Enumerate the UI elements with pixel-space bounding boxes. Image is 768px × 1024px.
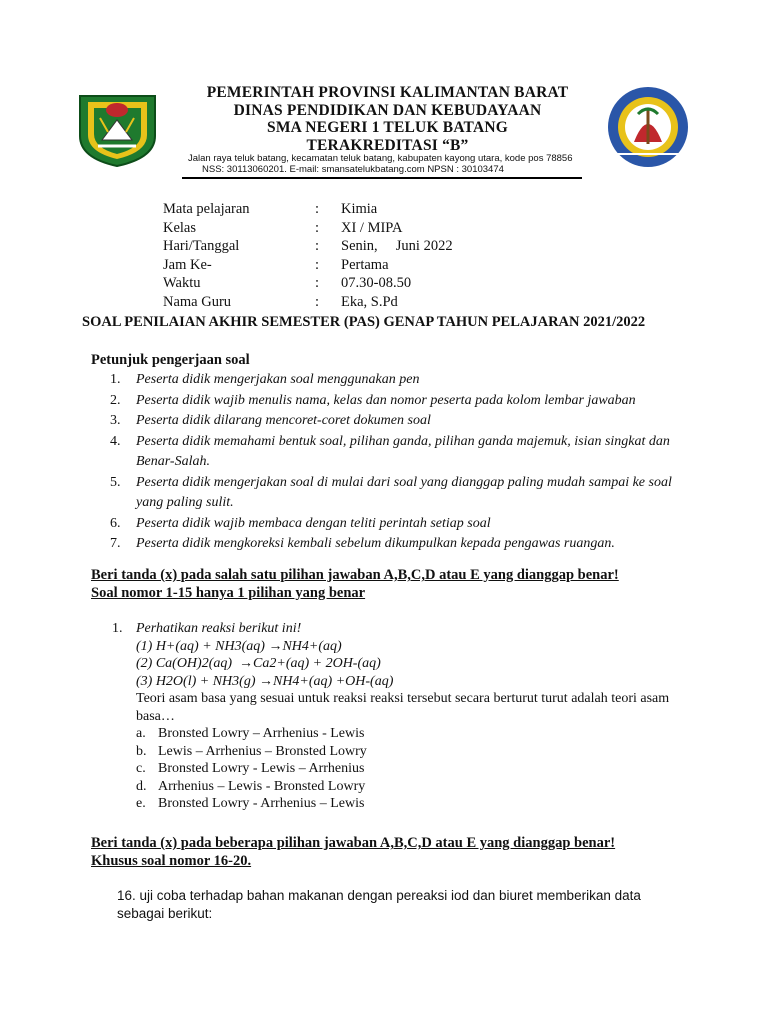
option-text: Bronsted Lowry - Arrhenius – Lewis	[158, 796, 365, 811]
list-text: Peserta didik mengerjakan soal di mulai dari soal yang dianggap paling mudah sampai ke soal yang paling sulit.	[136, 474, 672, 510]
list-number: 5.	[110, 474, 121, 490]
info-value: Pertama	[341, 256, 389, 273]
school-emblem-icon	[594, 84, 702, 170]
list-item	[110, 514, 685, 535]
option-text: Lewis – Arrhenius – Bronsted Lowry	[158, 743, 367, 759]
arrow-icon: →	[239, 656, 254, 671]
answer-option[interactable]	[136, 795, 682, 813]
info-separator: :	[315, 201, 320, 217]
list-text: Peserta didik memahami bentuk soal, pilihan ganda, pilihan ganda majemuk, isian singkat dan Benar-Salah.	[136, 433, 670, 469]
info-key: Jam Ke-	[163, 256, 212, 273]
header-divider	[182, 177, 582, 179]
list-text: Peserta didik wajib membaca dengan teliti perintah setiap soal	[136, 515, 491, 531]
header-line-3: SMA NEGERI 1 TELUK BATANG	[267, 119, 508, 136]
reaction-right: NH4+(aq) +OH-(aq)	[272, 673, 394, 689]
list-text: Peserta didik dilarang mencoret-coret dokumen soal	[136, 413, 431, 428]
answer-option[interactable]	[136, 743, 682, 761]
info-value: XI / MIPA	[341, 219, 403, 236]
info-key: Kelas	[163, 219, 197, 236]
info-value: Eka, S.Pd	[341, 293, 398, 310]
arrow-icon: →	[258, 673, 273, 689]
list-number: 3.	[110, 413, 121, 428]
list-text: Peserta didik mengerjakan soal menggunakan pen	[136, 372, 420, 387]
info-key: Waktu	[163, 275, 201, 291]
info-separator: :	[315, 238, 320, 254]
question-1	[112, 620, 682, 813]
header-address: Jalan raya teluk batang, kecamatan teluk batang, kabupaten kayong utara, kode pos 78856	[188, 153, 573, 164]
option-letter: a.	[136, 726, 146, 741]
info-separator: :	[315, 256, 320, 273]
list-number: 4.	[110, 433, 121, 449]
option-letter: b.	[136, 743, 147, 759]
reaction-right: NH4+(aq)	[282, 638, 342, 654]
section1-instruction-line1: Beri tanda (x) pada salah satu pilihan jawaban A,B,C,D atau E yang dianggap benar!	[91, 567, 619, 583]
info-value: 07.30-08.50	[341, 275, 412, 291]
instructions-list	[110, 370, 685, 555]
info-row-subject	[163, 200, 583, 219]
info-row-period	[163, 256, 583, 275]
option-letter: e.	[136, 796, 146, 811]
option-text: Bronsted Lowry – Arrhenius - Lewis	[158, 726, 365, 741]
info-separator: :	[315, 275, 320, 291]
info-key: Mata pelajaran	[163, 201, 250, 217]
reaction-left: (3) H2O(l) + NH3(g)	[136, 673, 259, 689]
reaction-1	[136, 638, 682, 656]
info-separator: :	[315, 293, 320, 310]
header-contact: NSS: 30113060201. E-mail: smansatelukbatang.com NPSN : 30103474	[202, 164, 504, 175]
list-item	[110, 370, 685, 391]
list-item	[110, 411, 685, 432]
reaction-2	[136, 655, 682, 673]
info-key: Nama Guru	[163, 293, 232, 310]
info-row-time	[163, 274, 583, 293]
section1-instruction-line2: Soal nomor 1-15 hanya 1 pilihan yang benar	[91, 585, 366, 601]
info-row-class	[163, 219, 583, 238]
exam-title: SOAL PENILAIAN AKHIR SEMESTER (PAS) GENAP TAHUN PELAJARAN 2021/2022	[82, 314, 646, 330]
info-row-teacher	[163, 293, 583, 312]
answer-option[interactable]	[136, 760, 682, 778]
list-item	[110, 432, 685, 473]
list-text: Peserta didik wajib menulis nama, kelas dan nomor peserta pada kolom lembar jawaban	[136, 392, 636, 408]
section2-instruction-line2: Khusus soal nomor 16-20.	[91, 853, 252, 869]
info-separator: :	[315, 219, 320, 236]
header-line-2: DINAS PENDIDIKAN DAN KEBUDAYAAN	[233, 101, 542, 119]
list-item	[110, 473, 685, 514]
question-prompt: Perhatikan reaksi berikut ini!	[136, 621, 302, 636]
info-value: Kimia	[341, 201, 378, 217]
province-emblem-icon	[70, 88, 165, 168]
list-item	[110, 391, 685, 412]
info-key: Hari/Tanggal	[163, 238, 240, 254]
section2-instruction	[91, 834, 615, 870]
section1-instruction	[91, 566, 619, 602]
list-text: Peserta didik mengkoreksi kembali sebelum dikumpulkan kepada pengawas ruangan.	[136, 536, 615, 551]
reaction-3	[136, 673, 682, 691]
section2-instruction-line1: Beri tanda (x) pada beberapa pilihan jawaban A,B,C,D atau E yang dianggap benar!	[91, 835, 616, 851]
list-number: 7.	[110, 536, 121, 551]
option-text: Arrhenius – Lewis - Bronsted Lowry	[158, 778, 366, 794]
reaction-left: (1) H+(aq) + NH3(aq)	[136, 638, 269, 654]
list-number: 2.	[110, 392, 121, 408]
question-16: 16. uji coba terhadap bahan makanan dengan pereaksi iod dan biuret memberikan data sebagai berikut:	[117, 888, 641, 921]
list-number: 6.	[110, 515, 121, 531]
reaction-right: Ca2+(aq) + 2OH-(aq)	[253, 656, 381, 671]
arrow-icon: →	[268, 638, 283, 654]
question-number: 1.	[112, 621, 123, 636]
question-stem: Teori asam basa yang sesuai untuk reaksi reaksi tersebut secara berturut turut adalah teori asam basa…	[136, 691, 670, 724]
list-item	[110, 534, 685, 555]
exam-info-table	[163, 200, 583, 311]
list-number: 1.	[110, 372, 121, 387]
header-line-4: TERAKREDITASI “B”	[306, 136, 469, 154]
option-text: Bronsted Lowry - Lewis – Arrhenius	[158, 761, 365, 776]
instructions-heading: Petunjuk pengerjaan soal	[91, 352, 250, 368]
option-letter: c.	[136, 761, 146, 776]
info-row-date	[163, 237, 583, 256]
header-line-1: PEMERINTAH PROVINSI KALIMANTAN BARAT	[206, 84, 569, 101]
institution-header	[170, 84, 605, 154]
answer-option[interactable]	[136, 778, 682, 796]
info-value: Senin, Juni 2022	[341, 238, 453, 254]
reaction-left: (2) Ca(OH)2(aq)	[136, 656, 240, 671]
answer-option[interactable]	[136, 725, 682, 743]
option-letter: d.	[136, 778, 147, 794]
